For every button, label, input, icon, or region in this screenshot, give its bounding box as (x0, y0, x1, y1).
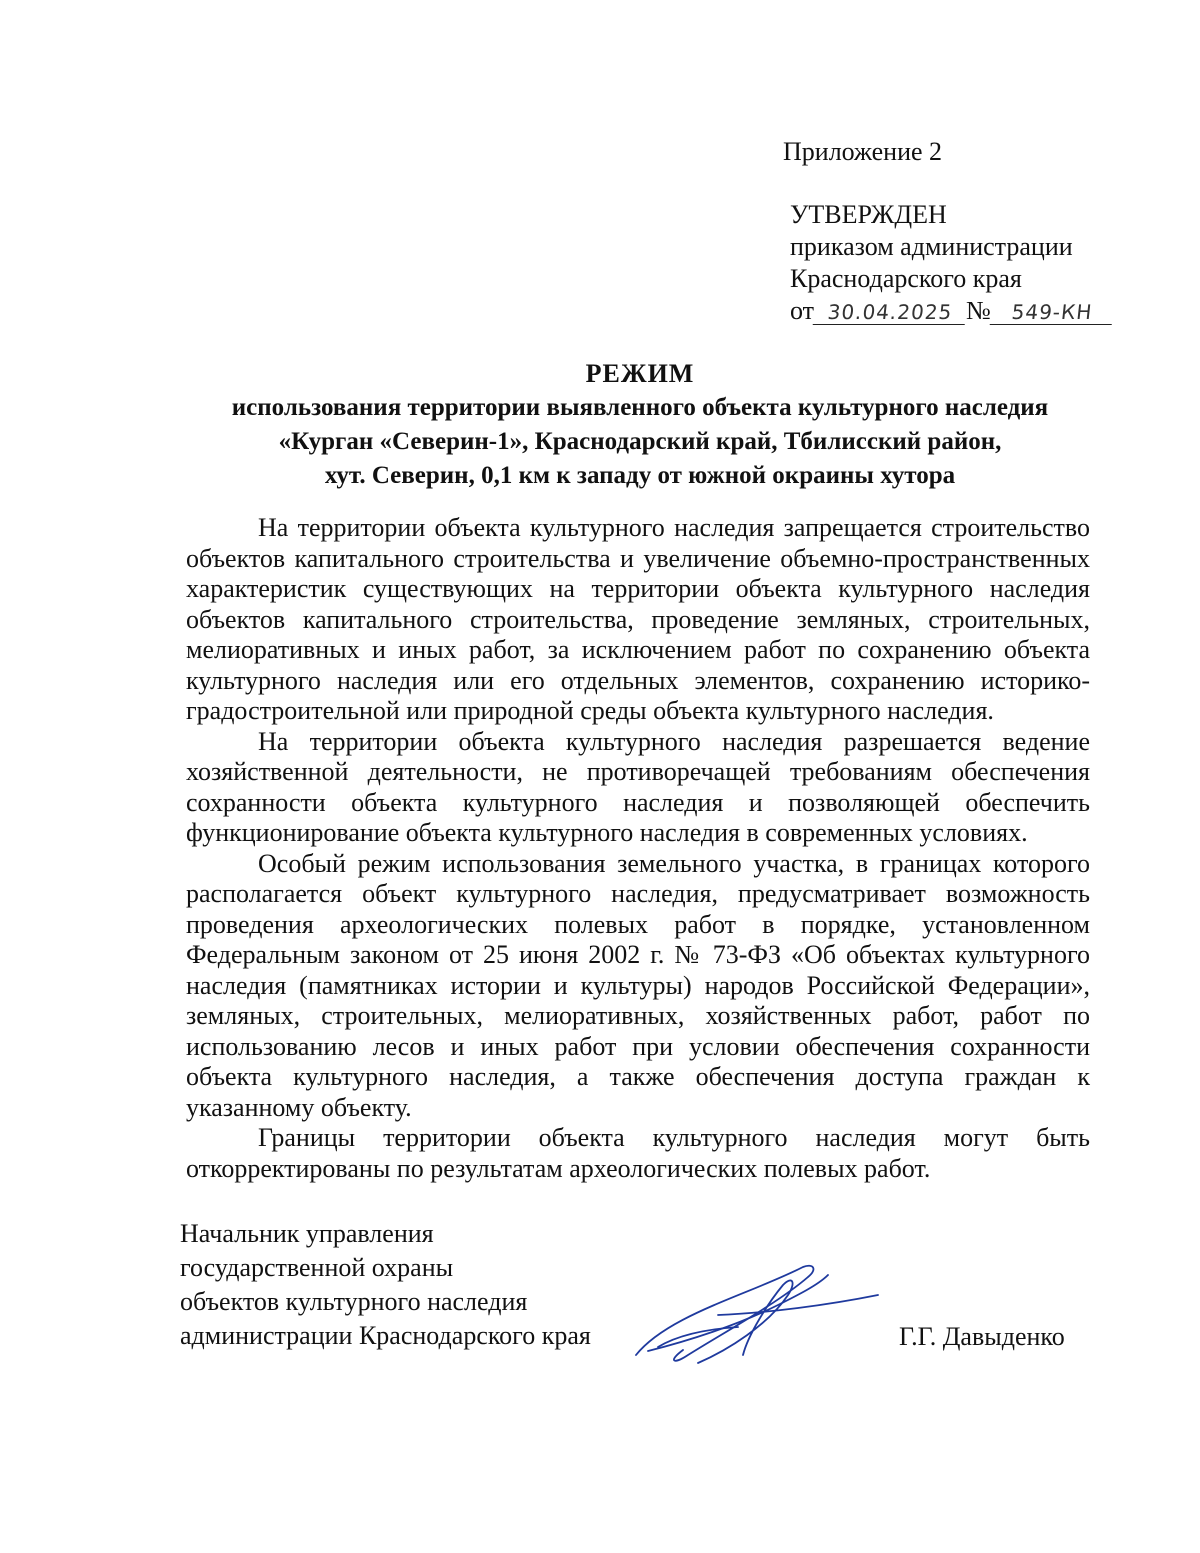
body-paragraph-2: На территории объекта культурного наследия разрешается ведение хозяйственной деятельности, не противоречащей требованиям обеспечения сохранности объекта культурного наследия и позволяющей обеспечить функционирование объекта культурного наследия в современных условиях. (186, 726, 1090, 847)
order-number-handwritten: 549-КН (990, 300, 1115, 325)
body-paragraph-3: Особый режим использования земельного участка, в границах которого располагается объект культурного наследия, предусматривает возможность проведения археологических полевых работ в порядке, установленном Федеральным законом от 25 июня 2002 г. № 73-ФЗ «Об объектах культурного наследия (памятниках истории и культуры) народов Российской Федерации», земляных, строительных, мелиоративных, хозяйственных работ, работ по использованию лесов и иных работ при условии обеспечения сохранности объекта культурного наследия, а также обеспечения доступа граждан к указанному объекту. (186, 848, 1090, 1122)
signatory-position (180, 1217, 591, 1353)
approval-line-1: приказом администрации (790, 232, 1073, 261)
order-date-handwritten: 30.04.2025 (813, 300, 968, 325)
approval-block (790, 199, 1113, 327)
signatory-position-line-3: объектов культурного наследия (180, 1287, 528, 1316)
title-line-3: хут. Северин, 0,1 км к западу от южной окраины хутора (324, 462, 956, 489)
signatory-name: Г.Г. Давыденко (899, 1322, 1065, 1351)
order-date-prefix: от (790, 296, 815, 325)
signature-strokes (636, 1266, 878, 1363)
body-paragraph-4: Границы территории объекта культурного наследия могут быть откорректированы по результатам археологических полевых работ. (186, 1123, 1090, 1183)
approval-heading: УТВЕРЖДЕН (790, 200, 947, 229)
approval-line-2: Краснодарского края (790, 264, 1022, 293)
signatory-position-line-4: администрации Краснодарского края (180, 1321, 591, 1350)
signature-stroke-4 (718, 1295, 878, 1315)
title-main: РЕЖИМ (585, 359, 695, 388)
signatory-position-line-2: государственной охраны (180, 1253, 454, 1282)
signatory-position-line-1: Начальник управления (180, 1219, 434, 1248)
appendix-label: Приложение 2 (783, 137, 943, 166)
order-number-prefix: № (966, 296, 991, 325)
body-paragraph-1: На территории объекта культурного наследия запрещается строительство объектов капитального строительства и увеличение объемно-пространственных характеристик существующих на территории объекта культурного наследия объектов капитального строительства, проведение земляных, строительных, мелиоративных и иных работ, за исключением работ по сохранению объекта культурного наследия или его отдельных элементов, сохранению историко-градостроительной или природной среды объекта культурного наследия. (186, 513, 1090, 725)
document-title (120, 357, 1160, 493)
body-text (186, 513, 1090, 1184)
handwritten-signature (628, 1255, 888, 1375)
title-line-1: использования территории выявленного объекта культурного наследия (231, 394, 1049, 421)
title-line-2: «Курган «Северин-1», Краснодарский край, Тбилисский район, (278, 428, 1002, 455)
approval-order-line (790, 295, 1113, 327)
